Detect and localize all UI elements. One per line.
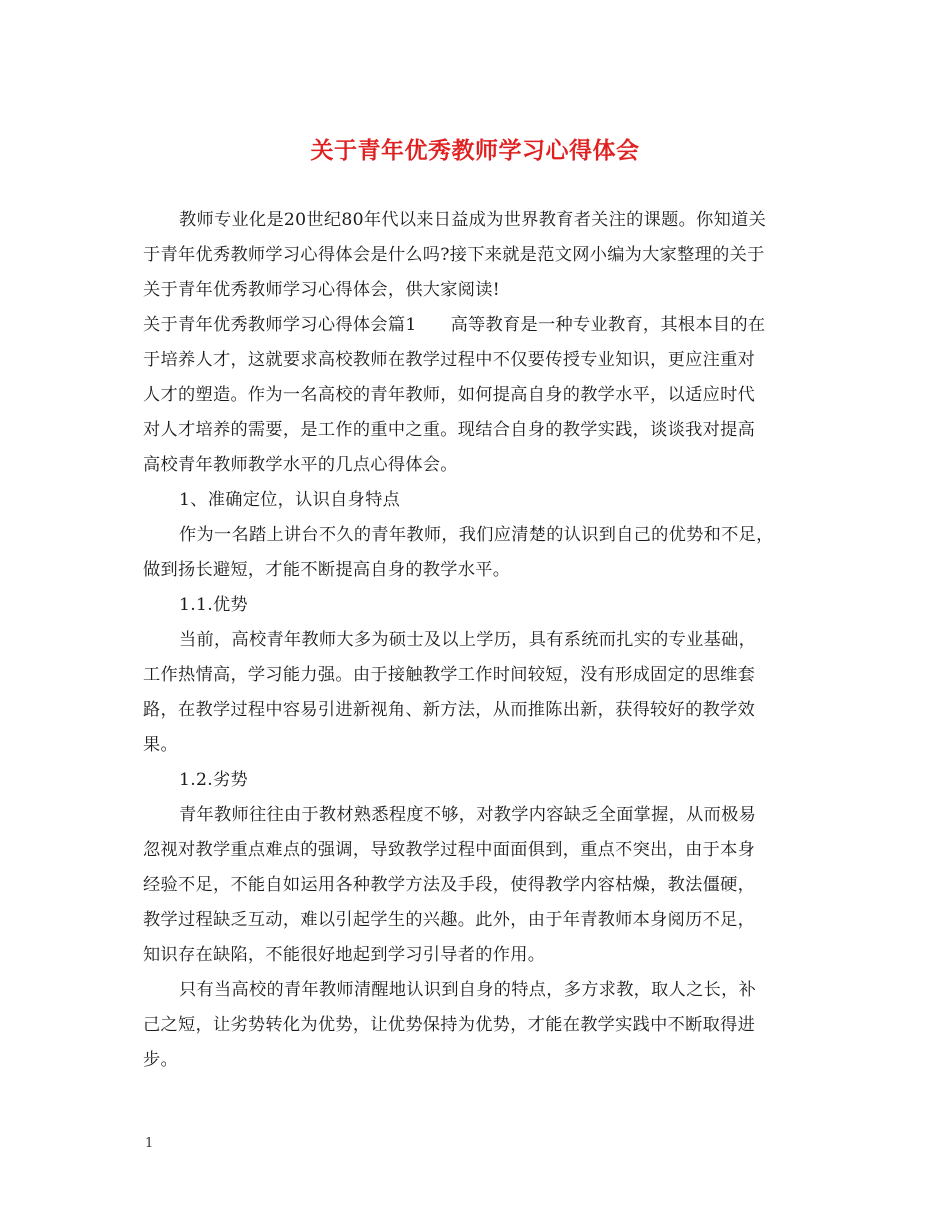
paragraph-line: 己之短，让劣势转化为优势，让优势保持为优势，才能在教学实践中不断取得进	[143, 1015, 756, 1035]
paragraph-line: 教师专业化是20世纪80年代以来日益成为世界教育者关注的课题。你知道关	[179, 210, 767, 230]
paragraph-line: 关于青年优秀教师学习心得体会，供大家阅读!	[143, 280, 500, 300]
paragraph-line: 工作热情高，学习能力强。由于接触教学工作时间较短，没有形成固定的思维套	[143, 665, 756, 685]
paragraph-line: 做到扬长避短，才能不断提高自身的教学水平。	[143, 560, 511, 580]
document-title: 关于青年优秀教师学习心得体会	[310, 137, 640, 164]
paragraph-line: 高校青年教师教学水平的几点心得体会。	[143, 455, 458, 475]
subheading: 1.1.优势	[179, 595, 248, 615]
paragraph-line: 路，在教学过程中容易引进新视角、新方法，从而推陈出新，获得较好的教学效	[143, 700, 756, 720]
paragraph-line: 对人才培养的需要，是工作的重中之重。现结合自身的教学实践，谈谈我对提高	[143, 420, 756, 440]
paragraph-line: 教学过程缺乏互动，难以引起学生的兴趣。此外，由于年青教师本身阅历不足，	[143, 910, 756, 930]
subheading: 1.2.劣势	[179, 770, 248, 790]
paragraph-line: 只有当高校的青年教师清醒地认识到自身的特点，多方求教，取人之长，补	[179, 980, 757, 1000]
paragraph-line: 于培养人才，这就要求高校教师在教学过程中不仅要传授专业知识，更应注重对	[143, 350, 756, 370]
paragraph-text: 高等教育是一种专业教育，其根本目的在	[450, 315, 766, 335]
paragraph-line: 经验不足，不能自如运用各种教学方法及手段，使得教学内容枯燥，教法僵硬，	[143, 875, 756, 895]
paragraph-line: 作为一名踏上讲台不久的青年教师，我们应清楚的认识到自己的优势和不足，	[179, 525, 774, 545]
paragraph-line: 青年教师往往由于教材熟悉程度不够，对教学内容缺乏全面掌握，从而极易	[179, 805, 757, 825]
paragraph-line: 果。	[143, 735, 178, 755]
section-heading: 关于青年优秀教师学习心得体会篇1	[143, 315, 417, 335]
paragraph-line	[143, 313, 765, 337]
paragraph-line: 人才的塑造。作为一名高校的青年教师，如何提高自身的教学水平，以适应时代	[143, 385, 756, 405]
paragraph-line: 当前，高校青年教师大多为硕士及以上学历，具有系统而扎实的专业基础，	[179, 630, 757, 650]
paragraph-line: 忽视对教学重点难点的强调，导致教学过程中面面俱到，重点不突出，由于本身	[143, 840, 756, 860]
page-number: 1	[145, 1136, 154, 1151]
paragraph-line: 步。	[143, 1050, 178, 1070]
paragraph-line: 于青年优秀教师学习心得体会是什么吗?接下来就是范文网小编为大家整理的关于	[143, 245, 765, 265]
subheading: 1、准确定位，认识自身特点	[179, 490, 401, 510]
paragraph-line: 知识存在缺陷，不能很好地起到学习引导者的作用。	[143, 945, 546, 965]
